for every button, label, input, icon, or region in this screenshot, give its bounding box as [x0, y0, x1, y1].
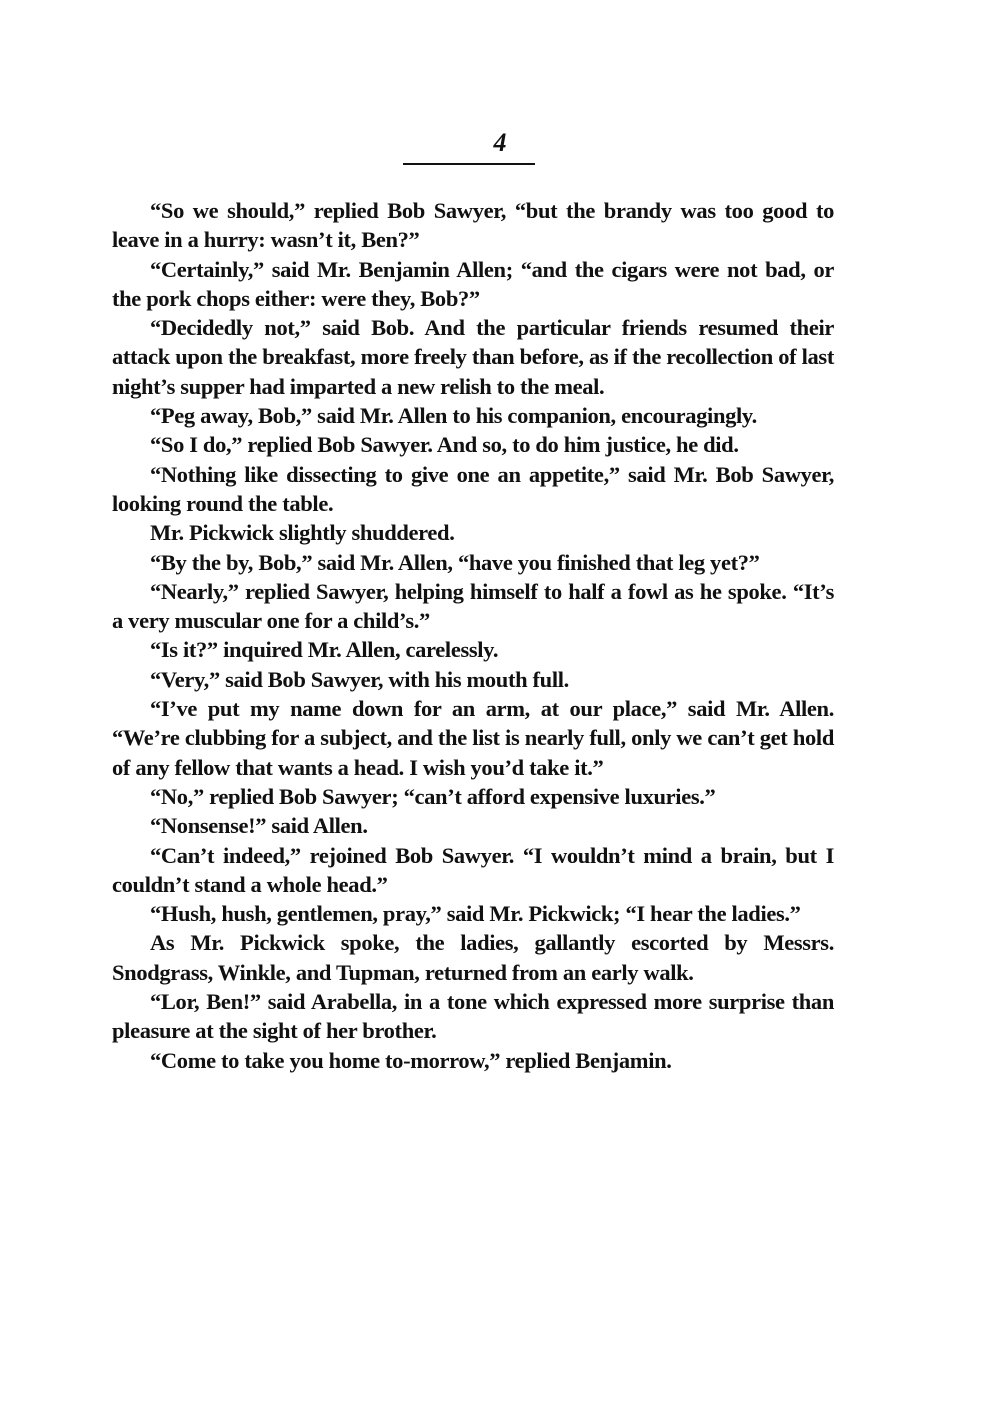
paragraph: “Certainly,” said Mr. Benjamin Allen; “and the cigars were not bad, or the pork chops either: were they, Bob?”: [112, 256, 834, 311]
paragraph: “Lor, Ben!” said Arabella, in a tone which expressed more surprise than pleasure at the sight of her brother.: [112, 989, 834, 1044]
paragraph: “Nothing like dissecting to give one an appetite,” said Mr. Bob Sawyer, looking round the table.: [112, 461, 834, 516]
paragraph: “Nearly,” replied Sawyer, helping himself to half a fowl as he spoke. “It’s a very muscular one for a child’s.”: [112, 578, 834, 634]
paragraph: “Hush, hush, gentlemen, pray,” said Mr. Pickwick; “I hear the ladies.”: [150, 901, 801, 927]
page-number: 4: [493, 128, 507, 157]
paragraph: “So I do,” replied Bob Sawyer. And so, to do him justice, he did.: [150, 432, 739, 458]
paragraph: As Mr. Pickwick spoke, the ladies, gallantly escorted by Messrs. Snodgrass, Winkle, and Tupman, returned from an early walk.: [112, 930, 834, 985]
paragraph: “Nonsense!” said Allen.: [150, 813, 368, 839]
paragraph: “Very,” said Bob Sawyer, with his mouth full.: [150, 666, 569, 692]
paragraph: “Is it?” inquired Mr. Allen, carelessly.: [150, 637, 499, 663]
paragraph: “Come to take you home to-morrow,” replied Benjamin.: [150, 1047, 672, 1073]
paragraph: “By the by, Bob,” said Mr. Allen, “have you finished that leg yet?”: [150, 549, 760, 575]
paragraph: “Decidedly not,” said Bob. And the particular friends resumed their attack upon the breakfast, more freely than before, as if the recollection of last night’s supper had imparted a new relish to the meal.: [112, 315, 834, 399]
paragraph: “So we should,” replied Bob Sawyer, “but the brandy was too good to leave in a hurry: wasn’t it, Ben?”: [112, 198, 834, 253]
paragraph: “I’ve put my name down for an arm, at our place,” said Mr. Allen. “We’re clubbing for a subject, and the list is nearly full, only we can’t get hold of any fellow that wants a head. I wish you’d take it.”: [112, 696, 834, 780]
page-number-rule: [403, 163, 535, 165]
body-text: [112, 196, 834, 1075]
paragraph: “No,” replied Bob Sawyer; “can’t afford expensive luxuries.”: [150, 783, 716, 809]
paragraph: Mr. Pickwick slightly shuddered.: [150, 520, 455, 546]
paragraph: “Peg away, Bob,” said Mr. Allen to his companion, encouragingly.: [150, 403, 757, 429]
paragraph: “Can’t indeed,” rejoined Bob Sawyer. “I wouldn’t mind a brain, but I couldn’t stand a whole head.”: [112, 842, 834, 897]
